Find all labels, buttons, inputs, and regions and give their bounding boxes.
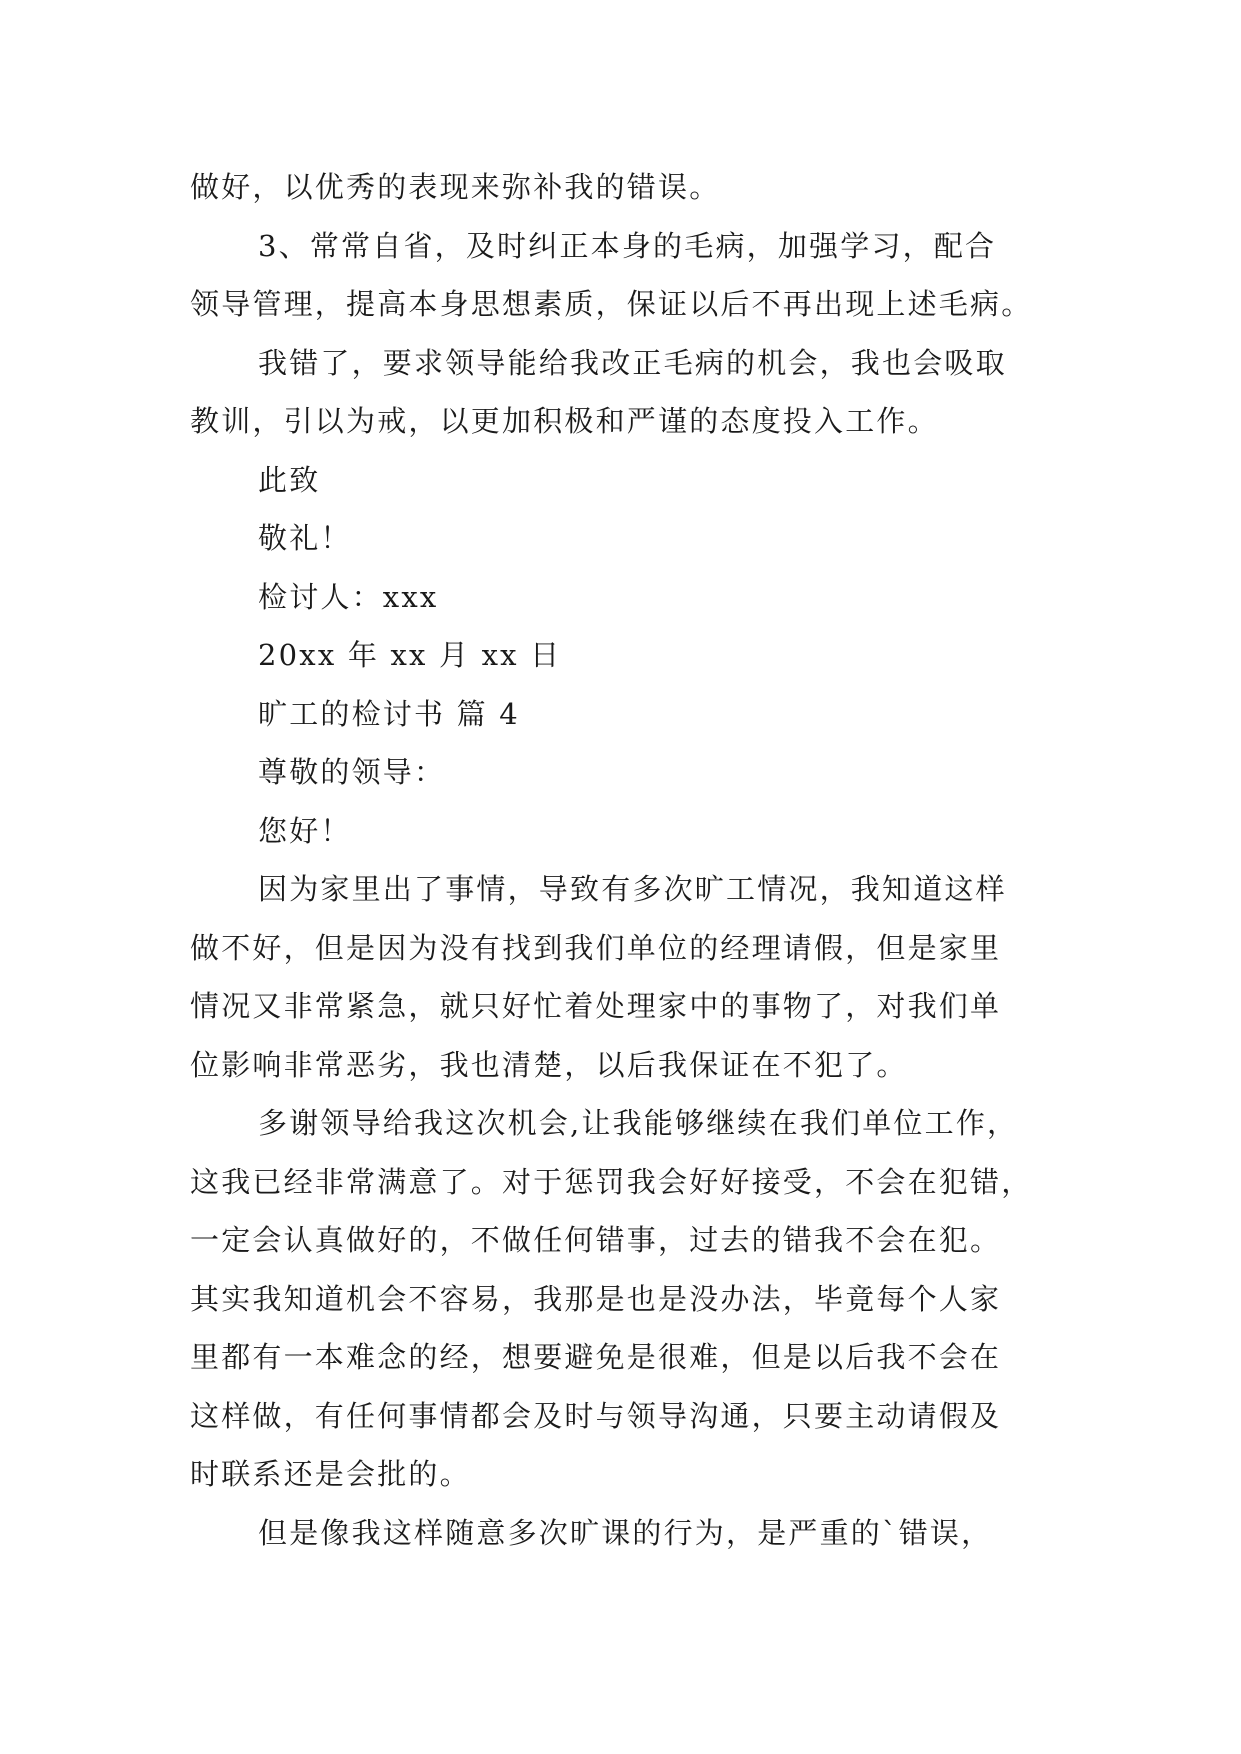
section-heading: 旷工的检讨书 篇 4 [258, 696, 520, 731]
text-line: 多谢领导给我这次机会,让我能够继续在我们单位工作， [258, 1106, 1019, 1140]
closing-regards: 敬礼！ [258, 521, 352, 555]
text-line: 因为家里出了事情，导致有多次旷工情况，我知道这样 [258, 872, 1007, 906]
text-line: 3、常常自省，及时纠正本身的毛病，加强学习，配合 [258, 228, 997, 263]
signature-line: 检讨人：xxx [258, 579, 439, 614]
document-body [190, 158, 1060, 1562]
greeting-line: 您好！ [258, 813, 352, 848]
text-line: 其实我知道机会不容易，我那是也是没办法，毕竟每个人家 [190, 1281, 1002, 1316]
date-line: 20xx 年 xx 月 xx 日 [258, 638, 562, 672]
text-line: 领导管理，提高本身思想素质，保证以后不再出现上述毛病。 [190, 287, 1033, 321]
text-line: 时联系还是会批的。 [190, 1457, 471, 1491]
text-line: 做好，以优秀的表现来弥补我的错误。 [190, 170, 721, 204]
text-line: 教训，引以为戒，以更加积极和严谨的态度投入工作。 [190, 404, 939, 438]
text-line: 里都有一本难念的经，想要避免是很难，但是以后我不会在 [190, 1340, 1002, 1374]
text-line: 情况又非常紧急，就只好忙着处理家中的事物了，对我们单 [190, 989, 1002, 1023]
text-line: 一定会认真做好的，不做任何错事，过去的错我不会在犯。 [190, 1223, 1002, 1257]
greeting-line: 尊敬的领导： [258, 755, 446, 789]
text-line: 这我已经非常满意了。对于惩罚我会好好接受，不会在犯错， [190, 1164, 1033, 1199]
closing-salutation: 此致 [258, 462, 321, 497]
text-line: 我错了，要求领导能给我改正毛病的机会，我也会吸取 [258, 345, 1007, 380]
text-line: 做不好，但是因为没有找到我们单位的经理请假，但是家里 [190, 930, 1002, 965]
text-line: 这样做，有任何事情都会及时与领导沟通，只要主动请假及 [190, 1398, 1002, 1433]
text-line: 但是像我这样随意多次旷课的行为，是严重的`错误， [258, 1515, 993, 1550]
text-line: 位影响非常恶劣，我也清楚，以后我保证在不犯了。 [190, 1047, 908, 1082]
